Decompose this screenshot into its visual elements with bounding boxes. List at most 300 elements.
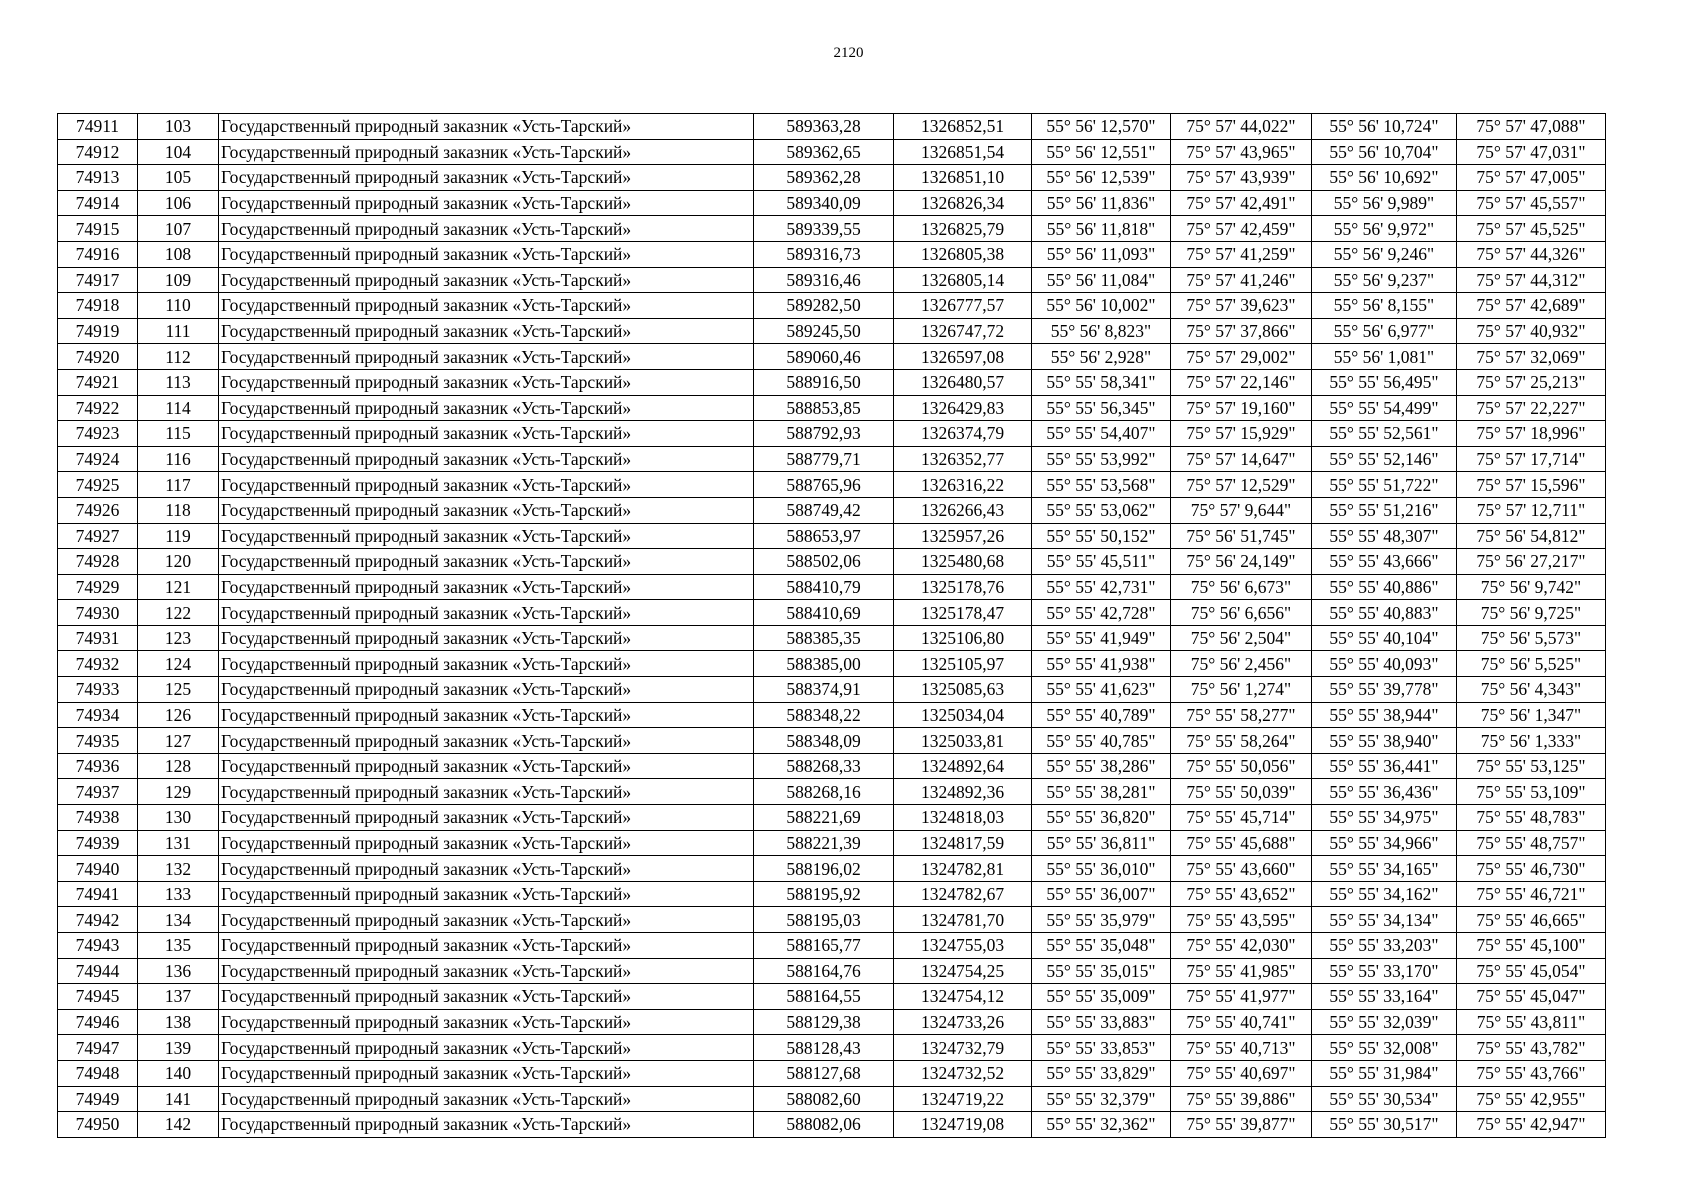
point-number-cell: 140 <box>138 1060 219 1086</box>
longitude-2-cell: 75° 57' 22,227" <box>1457 395 1606 421</box>
object-name-cell: Государственный природный заказник «Усть-Тарский» <box>219 702 754 728</box>
latitude-1-cell: 55° 55' 58,341" <box>1032 369 1171 395</box>
object-name-cell: Государственный природный заказник «Усть-Тарский» <box>219 830 754 856</box>
latitude-2-cell: 55° 56' 6,977" <box>1312 318 1457 344</box>
longitude-1-cell: 75° 57' 9,644" <box>1171 497 1312 523</box>
point-number-cell: 124 <box>138 651 219 677</box>
y-coordinate-cell: 1325033,81 <box>894 728 1032 754</box>
longitude-2-cell: 75° 55' 42,955" <box>1457 1086 1606 1112</box>
point-number-cell: 133 <box>138 881 219 907</box>
record-id-cell: 74927 <box>58 523 138 549</box>
table-row <box>58 114 1606 140</box>
latitude-1-cell: 55° 55' 35,015" <box>1032 958 1171 984</box>
record-id-cell: 74928 <box>58 549 138 575</box>
table-row <box>58 139 1606 165</box>
object-name-cell: Государственный природный заказник «Усть-Тарский» <box>219 907 754 933</box>
object-name-cell: Государственный природный заказник «Усть-Тарский» <box>219 241 754 267</box>
longitude-1-cell: 75° 55' 39,886" <box>1171 1086 1312 1112</box>
longitude-2-cell: 75° 57' 17,714" <box>1457 446 1606 472</box>
y-coordinate-cell: 1324782,81 <box>894 856 1032 882</box>
latitude-2-cell: 55° 55' 31,984" <box>1312 1060 1457 1086</box>
object-name-cell: Государственный природный заказник «Усть-Тарский» <box>219 114 754 140</box>
table-row <box>58 318 1606 344</box>
x-coordinate-cell: 588195,92 <box>754 881 894 907</box>
x-coordinate-cell: 588410,69 <box>754 600 894 626</box>
record-id-cell: 74933 <box>58 677 138 703</box>
latitude-2-cell: 55° 55' 54,499" <box>1312 395 1457 421</box>
y-coordinate-cell: 1325957,26 <box>894 523 1032 549</box>
latitude-1-cell: 55° 55' 53,062" <box>1032 497 1171 523</box>
record-id-cell: 74932 <box>58 651 138 677</box>
object-name-cell: Государственный природный заказник «Усть-Тарский» <box>219 600 754 626</box>
point-number-cell: 111 <box>138 318 219 344</box>
record-id-cell: 74920 <box>58 344 138 370</box>
latitude-1-cell: 55° 55' 41,949" <box>1032 625 1171 651</box>
latitude-2-cell: 55° 55' 34,134" <box>1312 907 1457 933</box>
longitude-1-cell: 75° 55' 50,056" <box>1171 753 1312 779</box>
x-coordinate-cell: 589316,46 <box>754 267 894 293</box>
x-coordinate-cell: 588792,93 <box>754 421 894 447</box>
longitude-2-cell: 75° 56' 9,725" <box>1457 600 1606 626</box>
table-row <box>58 1060 1606 1086</box>
latitude-1-cell: 55° 55' 32,379" <box>1032 1086 1171 1112</box>
x-coordinate-cell: 589340,09 <box>754 190 894 216</box>
point-number-cell: 141 <box>138 1086 219 1112</box>
table-row <box>58 369 1606 395</box>
point-number-cell: 131 <box>138 830 219 856</box>
latitude-2-cell: 55° 55' 51,216" <box>1312 497 1457 523</box>
y-coordinate-cell: 1325106,80 <box>894 625 1032 651</box>
x-coordinate-cell: 588410,79 <box>754 574 894 600</box>
y-coordinate-cell: 1326374,79 <box>894 421 1032 447</box>
object-name-cell: Государственный природный заказник «Усть-Тарский» <box>219 369 754 395</box>
longitude-1-cell: 75° 57' 15,929" <box>1171 421 1312 447</box>
object-name-cell: Государственный природный заказник «Усть-Тарский» <box>219 446 754 472</box>
record-id-cell: 74916 <box>58 241 138 267</box>
record-id-cell: 74914 <box>58 190 138 216</box>
table-body <box>58 114 1606 1138</box>
latitude-2-cell: 55° 55' 30,534" <box>1312 1086 1457 1112</box>
x-coordinate-cell: 588082,60 <box>754 1086 894 1112</box>
longitude-2-cell: 75° 55' 45,054" <box>1457 958 1606 984</box>
record-id-cell: 74949 <box>58 1086 138 1112</box>
table-row <box>58 267 1606 293</box>
record-id-cell: 74917 <box>58 267 138 293</box>
point-number-cell: 142 <box>138 1112 219 1138</box>
table-row <box>58 958 1606 984</box>
point-number-cell: 135 <box>138 933 219 959</box>
longitude-1-cell: 75° 55' 43,595" <box>1171 907 1312 933</box>
latitude-2-cell: 55° 55' 52,146" <box>1312 446 1457 472</box>
record-id-cell: 74911 <box>58 114 138 140</box>
longitude-2-cell: 75° 57' 15,596" <box>1457 472 1606 498</box>
point-number-cell: 108 <box>138 241 219 267</box>
record-id-cell: 74931 <box>58 625 138 651</box>
latitude-2-cell: 55° 55' 48,307" <box>1312 523 1457 549</box>
object-name-cell: Государственный природный заказник «Усть-Тарский» <box>219 856 754 882</box>
object-name-cell: Государственный природный заказник «Усть-Тарский» <box>219 523 754 549</box>
x-coordinate-cell: 588127,68 <box>754 1060 894 1086</box>
longitude-2-cell: 75° 56' 54,812" <box>1457 523 1606 549</box>
longitude-2-cell: 75° 57' 42,689" <box>1457 293 1606 319</box>
longitude-1-cell: 75° 57' 14,647" <box>1171 446 1312 472</box>
longitude-2-cell: 75° 55' 46,721" <box>1457 881 1606 907</box>
latitude-1-cell: 55° 55' 33,853" <box>1032 1035 1171 1061</box>
x-coordinate-cell: 589282,50 <box>754 293 894 319</box>
table-row <box>58 651 1606 677</box>
x-coordinate-cell: 588129,38 <box>754 1009 894 1035</box>
table-row <box>58 702 1606 728</box>
latitude-2-cell: 55° 56' 10,692" <box>1312 165 1457 191</box>
x-coordinate-cell: 589245,50 <box>754 318 894 344</box>
record-id-cell: 74936 <box>58 753 138 779</box>
latitude-1-cell: 55° 56' 11,093" <box>1032 241 1171 267</box>
longitude-1-cell: 75° 56' 51,745" <box>1171 523 1312 549</box>
latitude-2-cell: 55° 55' 33,170" <box>1312 958 1457 984</box>
table-row <box>58 190 1606 216</box>
y-coordinate-cell: 1324719,08 <box>894 1112 1032 1138</box>
latitude-1-cell: 55° 55' 40,789" <box>1032 702 1171 728</box>
point-number-cell: 129 <box>138 779 219 805</box>
latitude-2-cell: 55° 56' 10,704" <box>1312 139 1457 165</box>
latitude-1-cell: 55° 56' 12,570" <box>1032 114 1171 140</box>
latitude-2-cell: 55° 55' 32,039" <box>1312 1009 1457 1035</box>
x-coordinate-cell: 588653,97 <box>754 523 894 549</box>
y-coordinate-cell: 1326852,51 <box>894 114 1032 140</box>
latitude-2-cell: 55° 56' 9,989" <box>1312 190 1457 216</box>
longitude-2-cell: 75° 56' 1,347" <box>1457 702 1606 728</box>
longitude-1-cell: 75° 55' 40,697" <box>1171 1060 1312 1086</box>
record-id-cell: 74938 <box>58 805 138 831</box>
latitude-1-cell: 55° 55' 42,731" <box>1032 574 1171 600</box>
y-coordinate-cell: 1325034,04 <box>894 702 1032 728</box>
longitude-1-cell: 75° 55' 39,877" <box>1171 1112 1312 1138</box>
x-coordinate-cell: 588196,02 <box>754 856 894 882</box>
record-id-cell: 74924 <box>58 446 138 472</box>
x-coordinate-cell: 588268,33 <box>754 753 894 779</box>
longitude-1-cell: 75° 55' 41,985" <box>1171 958 1312 984</box>
latitude-1-cell: 55° 56' 12,539" <box>1032 165 1171 191</box>
object-name-cell: Государственный природный заказник «Усть-Тарский» <box>219 497 754 523</box>
record-id-cell: 74934 <box>58 702 138 728</box>
longitude-2-cell: 75° 55' 43,811" <box>1457 1009 1606 1035</box>
record-id-cell: 74947 <box>58 1035 138 1061</box>
table-row <box>58 677 1606 703</box>
longitude-1-cell: 75° 55' 58,277" <box>1171 702 1312 728</box>
object-name-cell: Государственный природный заказник «Усть-Тарский» <box>219 779 754 805</box>
record-id-cell: 74925 <box>58 472 138 498</box>
point-number-cell: 136 <box>138 958 219 984</box>
x-coordinate-cell: 588128,43 <box>754 1035 894 1061</box>
y-coordinate-cell: 1324719,22 <box>894 1086 1032 1112</box>
longitude-2-cell: 75° 55' 45,047" <box>1457 984 1606 1010</box>
point-number-cell: 107 <box>138 216 219 242</box>
table-row <box>58 933 1606 959</box>
object-name-cell: Государственный природный заказник «Усть-Тарский» <box>219 344 754 370</box>
point-number-cell: 115 <box>138 421 219 447</box>
latitude-1-cell: 55° 55' 56,345" <box>1032 395 1171 421</box>
x-coordinate-cell: 588779,71 <box>754 446 894 472</box>
y-coordinate-cell: 1325480,68 <box>894 549 1032 575</box>
x-coordinate-cell: 588195,03 <box>754 907 894 933</box>
latitude-2-cell: 55° 55' 34,165" <box>1312 856 1457 882</box>
longitude-2-cell: 75° 56' 27,217" <box>1457 549 1606 575</box>
x-coordinate-cell: 588348,09 <box>754 728 894 754</box>
coordinates-table <box>57 113 1606 1138</box>
record-id-cell: 74941 <box>58 881 138 907</box>
x-coordinate-cell: 588385,35 <box>754 625 894 651</box>
latitude-2-cell: 55° 55' 34,162" <box>1312 881 1457 907</box>
record-id-cell: 74919 <box>58 318 138 344</box>
object-name-cell: Государственный природный заказник «Усть-Тарский» <box>219 984 754 1010</box>
table-row <box>58 753 1606 779</box>
object-name-cell: Государственный природный заказник «Усть-Тарский» <box>219 139 754 165</box>
longitude-2-cell: 75° 57' 47,088" <box>1457 114 1606 140</box>
y-coordinate-cell: 1324892,64 <box>894 753 1032 779</box>
point-number-cell: 125 <box>138 677 219 703</box>
x-coordinate-cell: 588268,16 <box>754 779 894 805</box>
point-number-cell: 103 <box>138 114 219 140</box>
point-number-cell: 134 <box>138 907 219 933</box>
record-id-cell: 74922 <box>58 395 138 421</box>
y-coordinate-cell: 1325178,47 <box>894 600 1032 626</box>
table-row <box>58 293 1606 319</box>
x-coordinate-cell: 588164,76 <box>754 958 894 984</box>
latitude-1-cell: 55° 55' 38,281" <box>1032 779 1171 805</box>
longitude-1-cell: 75° 57' 42,459" <box>1171 216 1312 242</box>
x-coordinate-cell: 589316,73 <box>754 241 894 267</box>
longitude-1-cell: 75° 55' 45,688" <box>1171 830 1312 856</box>
object-name-cell: Государственный природный заказник «Усть-Тарский» <box>219 293 754 319</box>
longitude-1-cell: 75° 57' 37,866" <box>1171 318 1312 344</box>
x-coordinate-cell: 588765,96 <box>754 472 894 498</box>
longitude-2-cell: 75° 57' 45,557" <box>1457 190 1606 216</box>
object-name-cell: Государственный природный заказник «Усть-Тарский» <box>219 753 754 779</box>
point-number-cell: 104 <box>138 139 219 165</box>
record-id-cell: 74950 <box>58 1112 138 1138</box>
object-name-cell: Государственный природный заказник «Усть-Тарский» <box>219 574 754 600</box>
longitude-2-cell: 75° 57' 12,711" <box>1457 497 1606 523</box>
y-coordinate-cell: 1326825,79 <box>894 216 1032 242</box>
y-coordinate-cell: 1324818,03 <box>894 805 1032 831</box>
x-coordinate-cell: 588221,69 <box>754 805 894 831</box>
longitude-2-cell: 75° 55' 46,730" <box>1457 856 1606 882</box>
x-coordinate-cell: 589362,28 <box>754 165 894 191</box>
latitude-2-cell: 55° 55' 32,008" <box>1312 1035 1457 1061</box>
x-coordinate-cell: 588348,22 <box>754 702 894 728</box>
point-number-cell: 117 <box>138 472 219 498</box>
object-name-cell: Государственный природный заказник «Усть-Тарский» <box>219 190 754 216</box>
y-coordinate-cell: 1324754,25 <box>894 958 1032 984</box>
y-coordinate-cell: 1326480,57 <box>894 369 1032 395</box>
latitude-1-cell: 55° 55' 36,007" <box>1032 881 1171 907</box>
record-id-cell: 74930 <box>58 600 138 626</box>
y-coordinate-cell: 1324817,59 <box>894 830 1032 856</box>
table-row <box>58 805 1606 831</box>
y-coordinate-cell: 1324781,70 <box>894 907 1032 933</box>
x-coordinate-cell: 588749,42 <box>754 497 894 523</box>
point-number-cell: 130 <box>138 805 219 831</box>
latitude-1-cell: 55° 55' 35,009" <box>1032 984 1171 1010</box>
record-id-cell: 74926 <box>58 497 138 523</box>
record-id-cell: 74948 <box>58 1060 138 1086</box>
y-coordinate-cell: 1326805,14 <box>894 267 1032 293</box>
latitude-2-cell: 55° 55' 43,666" <box>1312 549 1457 575</box>
object-name-cell: Государственный природный заказник «Усть-Тарский» <box>219 1086 754 1112</box>
latitude-1-cell: 55° 55' 41,938" <box>1032 651 1171 677</box>
longitude-1-cell: 75° 57' 41,246" <box>1171 267 1312 293</box>
x-coordinate-cell: 588165,77 <box>754 933 894 959</box>
record-id-cell: 74937 <box>58 779 138 805</box>
longitude-2-cell: 75° 57' 44,312" <box>1457 267 1606 293</box>
latitude-2-cell: 55° 55' 51,722" <box>1312 472 1457 498</box>
latitude-1-cell: 55° 56' 11,084" <box>1032 267 1171 293</box>
object-name-cell: Государственный природный заказник «Усть-Тарский» <box>219 625 754 651</box>
latitude-1-cell: 55° 55' 50,152" <box>1032 523 1171 549</box>
y-coordinate-cell: 1326429,83 <box>894 395 1032 421</box>
latitude-2-cell: 55° 56' 9,246" <box>1312 241 1457 267</box>
latitude-2-cell: 55° 55' 56,495" <box>1312 369 1457 395</box>
latitude-2-cell: 55° 56' 10,724" <box>1312 114 1457 140</box>
y-coordinate-cell: 1326352,77 <box>894 446 1032 472</box>
longitude-1-cell: 75° 57' 29,002" <box>1171 344 1312 370</box>
longitude-1-cell: 75° 56' 1,274" <box>1171 677 1312 703</box>
longitude-1-cell: 75° 57' 44,022" <box>1171 114 1312 140</box>
record-id-cell: 74912 <box>58 139 138 165</box>
longitude-1-cell: 75° 57' 19,160" <box>1171 395 1312 421</box>
longitude-1-cell: 75° 57' 43,965" <box>1171 139 1312 165</box>
longitude-1-cell: 75° 56' 2,504" <box>1171 625 1312 651</box>
latitude-1-cell: 55° 55' 42,728" <box>1032 600 1171 626</box>
x-coordinate-cell: 588502,06 <box>754 549 894 575</box>
table-row <box>58 1112 1606 1138</box>
latitude-1-cell: 55° 55' 36,811" <box>1032 830 1171 856</box>
longitude-2-cell: 75° 55' 53,125" <box>1457 753 1606 779</box>
object-name-cell: Государственный природный заказник «Усть-Тарский» <box>219 1060 754 1086</box>
longitude-2-cell: 75° 56' 5,525" <box>1457 651 1606 677</box>
table-row <box>58 241 1606 267</box>
object-name-cell: Государственный природный заказник «Усть-Тарский» <box>219 395 754 421</box>
object-name-cell: Государственный природный заказник «Усть-Тарский» <box>219 1035 754 1061</box>
point-number-cell: 112 <box>138 344 219 370</box>
table-row <box>58 830 1606 856</box>
longitude-2-cell: 75° 57' 40,932" <box>1457 318 1606 344</box>
y-coordinate-cell: 1324782,67 <box>894 881 1032 907</box>
table-row <box>58 497 1606 523</box>
latitude-2-cell: 55° 55' 40,886" <box>1312 574 1457 600</box>
latitude-1-cell: 55° 56' 11,818" <box>1032 216 1171 242</box>
longitude-1-cell: 75° 55' 42,030" <box>1171 933 1312 959</box>
longitude-2-cell: 75° 57' 18,996" <box>1457 421 1606 447</box>
table-row <box>58 1009 1606 1035</box>
table-row <box>58 984 1606 1010</box>
latitude-2-cell: 55° 55' 33,164" <box>1312 984 1457 1010</box>
table-row <box>58 549 1606 575</box>
table-row <box>58 728 1606 754</box>
point-number-cell: 123 <box>138 625 219 651</box>
latitude-1-cell: 55° 55' 36,010" <box>1032 856 1171 882</box>
table-row <box>58 523 1606 549</box>
x-coordinate-cell: 589339,55 <box>754 216 894 242</box>
object-name-cell: Государственный природный заказник «Усть-Тарский» <box>219 1112 754 1138</box>
latitude-2-cell: 55° 55' 52,561" <box>1312 421 1457 447</box>
record-id-cell: 74939 <box>58 830 138 856</box>
table-row <box>58 856 1606 882</box>
point-number-cell: 137 <box>138 984 219 1010</box>
object-name-cell: Государственный природный заказник «Усть-Тарский» <box>219 677 754 703</box>
longitude-2-cell: 75° 55' 45,100" <box>1457 933 1606 959</box>
longitude-2-cell: 75° 55' 46,665" <box>1457 907 1606 933</box>
y-coordinate-cell: 1326266,43 <box>894 497 1032 523</box>
y-coordinate-cell: 1326747,72 <box>894 318 1032 344</box>
longitude-2-cell: 75° 55' 43,766" <box>1457 1060 1606 1086</box>
x-coordinate-cell: 588221,39 <box>754 830 894 856</box>
object-name-cell: Государственный природный заказник «Усть-Тарский» <box>219 1009 754 1035</box>
object-name-cell: Государственный природный заказник «Усть-Тарский» <box>219 267 754 293</box>
latitude-2-cell: 55° 56' 8,155" <box>1312 293 1457 319</box>
record-id-cell: 74935 <box>58 728 138 754</box>
point-number-cell: 114 <box>138 395 219 421</box>
latitude-2-cell: 55° 55' 40,093" <box>1312 651 1457 677</box>
y-coordinate-cell: 1326851,10 <box>894 165 1032 191</box>
record-id-cell: 74944 <box>58 958 138 984</box>
object-name-cell: Государственный природный заказник «Усть-Тарский» <box>219 421 754 447</box>
longitude-2-cell: 75° 55' 48,783" <box>1457 805 1606 831</box>
latitude-1-cell: 55° 56' 10,002" <box>1032 293 1171 319</box>
x-coordinate-cell: 588916,50 <box>754 369 894 395</box>
longitude-1-cell: 75° 55' 40,741" <box>1171 1009 1312 1035</box>
y-coordinate-cell: 1326597,08 <box>894 344 1032 370</box>
object-name-cell: Государственный природный заказник «Усть-Тарский» <box>219 165 754 191</box>
longitude-1-cell: 75° 55' 40,713" <box>1171 1035 1312 1061</box>
longitude-1-cell: 75° 55' 41,977" <box>1171 984 1312 1010</box>
latitude-1-cell: 55° 56' 12,551" <box>1032 139 1171 165</box>
longitude-1-cell: 75° 57' 22,146" <box>1171 369 1312 395</box>
table-row <box>58 625 1606 651</box>
point-number-cell: 118 <box>138 497 219 523</box>
x-coordinate-cell: 589363,28 <box>754 114 894 140</box>
longitude-1-cell: 75° 56' 6,673" <box>1171 574 1312 600</box>
latitude-1-cell: 55° 55' 40,785" <box>1032 728 1171 754</box>
y-coordinate-cell: 1325105,97 <box>894 651 1032 677</box>
latitude-1-cell: 55° 55' 54,407" <box>1032 421 1171 447</box>
table-row <box>58 472 1606 498</box>
y-coordinate-cell: 1326316,22 <box>894 472 1032 498</box>
longitude-2-cell: 75° 57' 25,213" <box>1457 369 1606 395</box>
latitude-1-cell: 55° 56' 2,928" <box>1032 344 1171 370</box>
longitude-2-cell: 75° 56' 9,742" <box>1457 574 1606 600</box>
table-row <box>58 1086 1606 1112</box>
object-name-cell: Государственный природный заказник «Усть-Тарский» <box>219 728 754 754</box>
latitude-2-cell: 55° 55' 36,441" <box>1312 753 1457 779</box>
longitude-1-cell: 75° 55' 50,039" <box>1171 779 1312 805</box>
latitude-1-cell: 55° 55' 33,829" <box>1032 1060 1171 1086</box>
point-number-cell: 113 <box>138 369 219 395</box>
y-coordinate-cell: 1326826,34 <box>894 190 1032 216</box>
latitude-1-cell: 55° 55' 36,820" <box>1032 805 1171 831</box>
table-row <box>58 344 1606 370</box>
longitude-1-cell: 75° 57' 41,259" <box>1171 241 1312 267</box>
longitude-2-cell: 75° 57' 32,069" <box>1457 344 1606 370</box>
longitude-2-cell: 75° 55' 43,782" <box>1457 1035 1606 1061</box>
y-coordinate-cell: 1324732,79 <box>894 1035 1032 1061</box>
latitude-2-cell: 55° 55' 40,104" <box>1312 625 1457 651</box>
longitude-2-cell: 75° 55' 42,947" <box>1457 1112 1606 1138</box>
record-id-cell: 74921 <box>58 369 138 395</box>
y-coordinate-cell: 1326805,38 <box>894 241 1032 267</box>
object-name-cell: Государственный природный заказник «Усть-Тарский» <box>219 216 754 242</box>
longitude-2-cell: 75° 57' 45,525" <box>1457 216 1606 242</box>
